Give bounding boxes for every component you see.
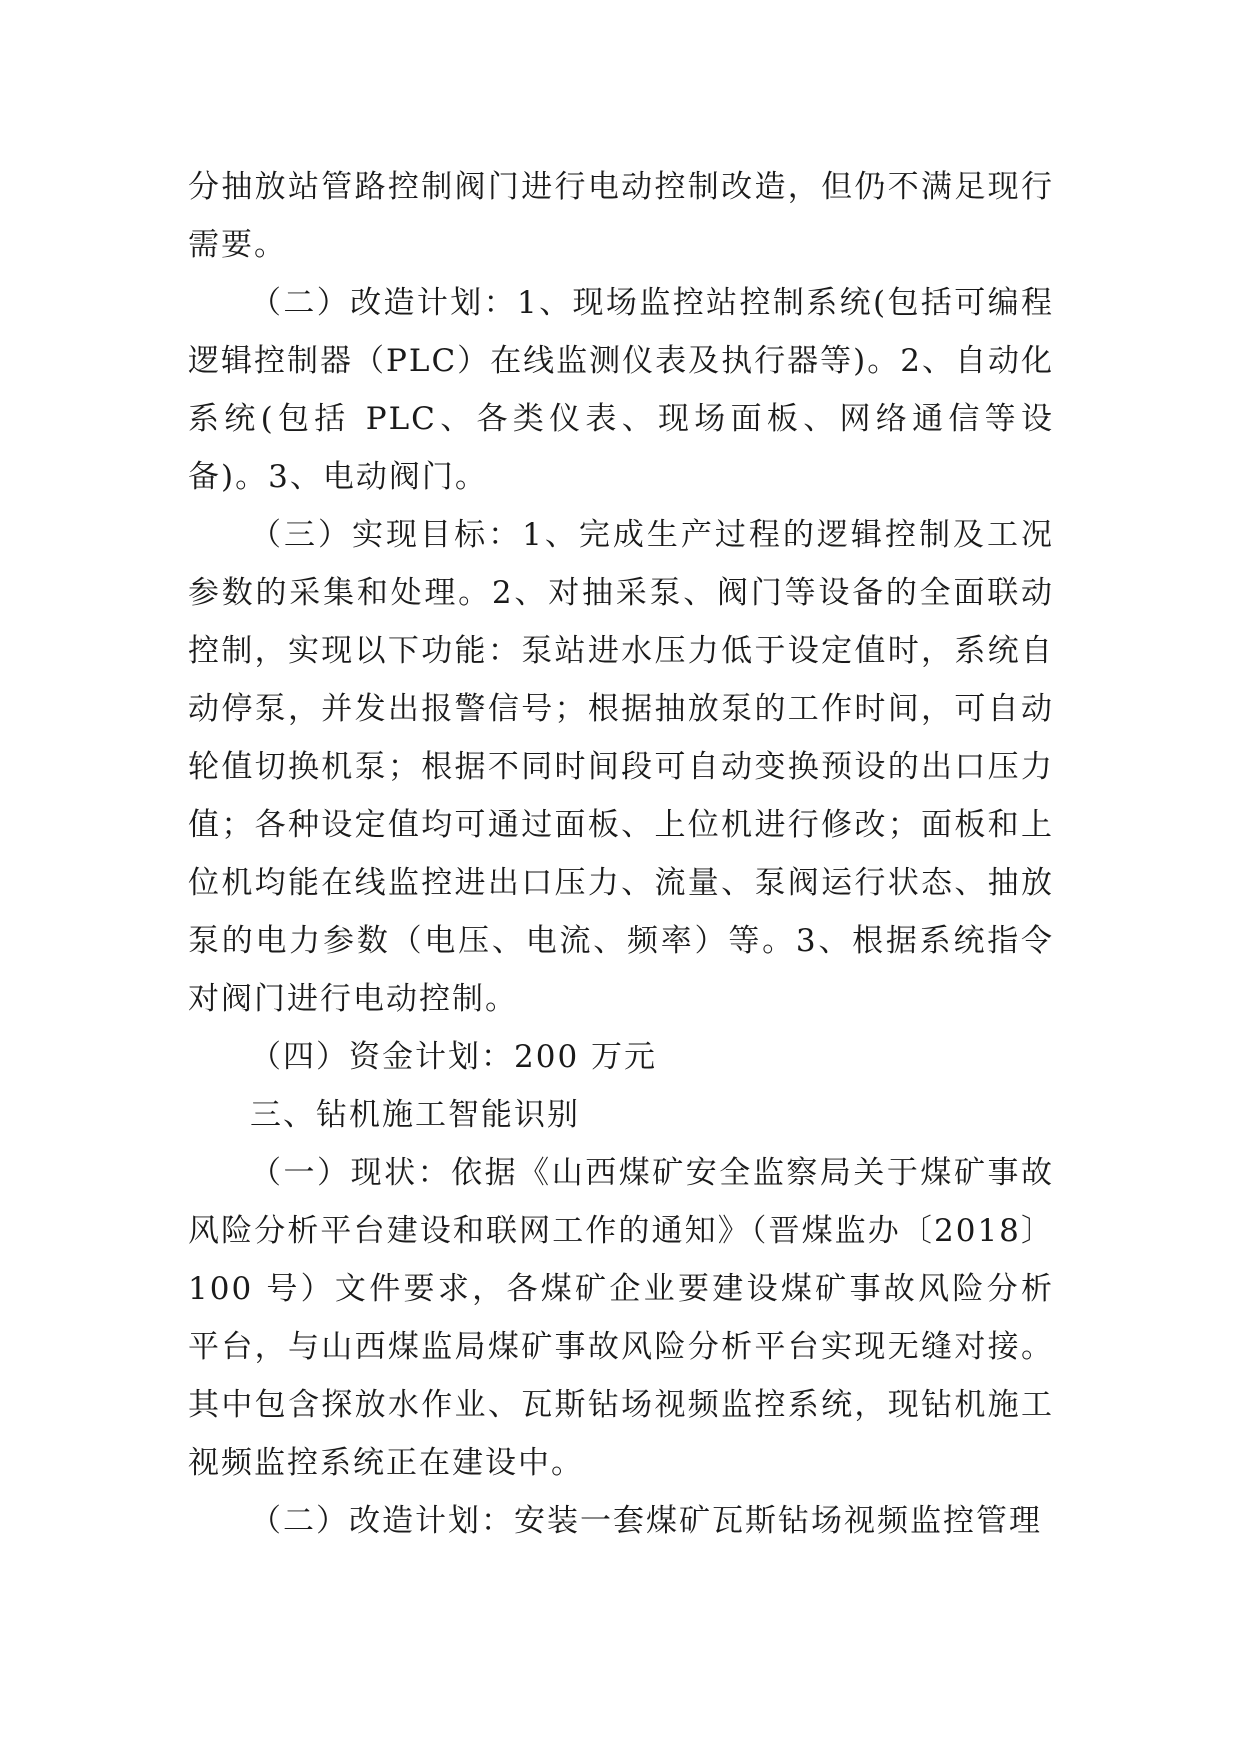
paragraph-funding-plan: （四）资金计划：200 万元 xyxy=(250,1039,658,1075)
section-heading-drill-recognition: 三、钻机施工智能识别 xyxy=(250,1097,580,1133)
paragraph-goals: （三）实现目标：1、完成生产过程的逻辑控制及工况参数的采集和处理。2、对抽采泵、阀门等设备的全面联动控制，实现以下功能：泵站进水压力低于设定值时，系统自动停泵，并发出报警信号；根据抽放泵的工作时间，可自动轮值切换机泵；根据不同时间段可自动变换预设的出口压力值；各种设定值均可通过面板、上位机进行修改；面板和上位机均能在线监控进出口压力、流量、泵阀运行状态、抽放泵的电力参数（电压、电流、频率）等。3、根据系统指令对阀门进行电动控制。 xyxy=(188,517,1054,1017)
paragraph-status: （一）现状：依据《山西煤矿安全监察局关于煤矿事故风险分析平台建设和联网工作的通知》（晋煤监办〔2018〕100 号）文件要求，各煤矿企业要建设煤矿事故风险分析平台，与山西煤监局煤矿事故风险分析平台实现无缝对接。其中包含探放水作业、瓦斯钻场视频监控系统，现钻机施工视频监控系统正在建设中。 xyxy=(188,1155,1054,1481)
paragraph-transform-plan: （二）改造计划：1、现场监控站控制系统(包括可编程逻辑控制器（PLC）在线监测仪表及执行器等)。2、自动化系统(包括 PLC、各类仪表、现场面板、网络通信等设备)。3、电动阀门。 xyxy=(188,285,1054,495)
paragraph-transform-plan-2: （二）改造计划：安装一套煤矿瓦斯钻场视频监控管理 xyxy=(250,1503,1042,1539)
body-text xyxy=(188,158,1054,1550)
paragraph-continuation: 分抽放站管路控制阀门进行电动控制改造，但仍不满足现行需要。 xyxy=(188,169,1054,263)
